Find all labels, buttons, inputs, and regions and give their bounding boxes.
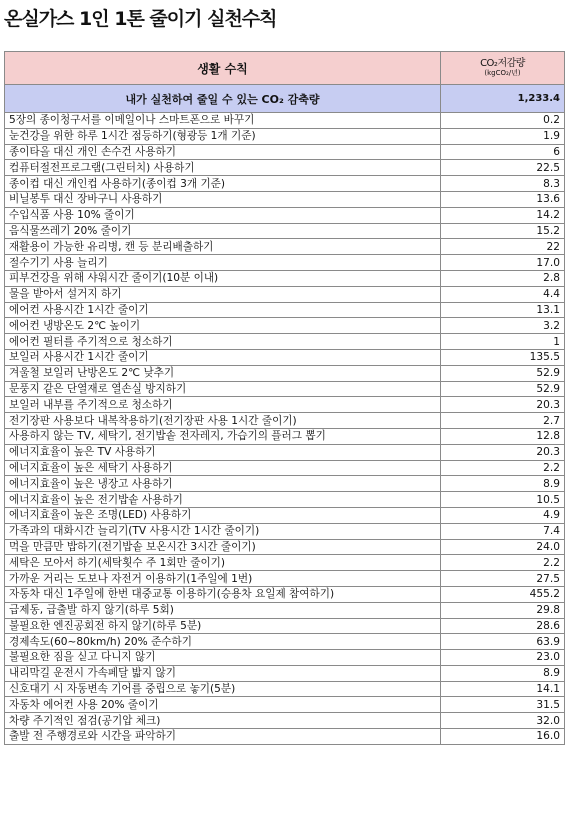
row-co2-value: 2.2 [441, 555, 565, 571]
table-row [5, 460, 565, 476]
row-co2-value: 28.6 [441, 618, 565, 634]
column-header-co2 [441, 52, 565, 85]
row-action: 피부건강을 위해 샤워시간 줄이기(10분 이내) [5, 270, 441, 286]
table-row [5, 665, 565, 681]
table-row [5, 365, 565, 381]
row-co2-value: 13.1 [441, 302, 565, 318]
table-row [5, 729, 565, 745]
row-action: 에어컨 사용시간 1시간 줄이기 [5, 302, 441, 318]
table-row [5, 444, 565, 460]
table-row [5, 602, 565, 618]
table-row [5, 713, 565, 729]
row-action: 물을 받아서 설거지 하기 [5, 286, 441, 302]
row-co2-value: 15.2 [441, 223, 565, 239]
row-action: 자동차 대신 1주일에 한번 대중교통 이용하기(승용차 요일제 참여하기) [5, 586, 441, 602]
table-row [5, 191, 565, 207]
row-co2-value: 4.9 [441, 507, 565, 523]
table-row [5, 555, 565, 571]
row-action: 문풍지 같은 단열재로 열손실 방지하기 [5, 381, 441, 397]
column-header-co2-label: CO₂저감량 [480, 58, 525, 70]
row-co2-value: 8.3 [441, 176, 565, 192]
row-action: 가족과의 대화시간 늘리기(TV 사용시간 1시간 줄이기) [5, 523, 441, 539]
row-co2-value: 32.0 [441, 713, 565, 729]
table-row [5, 255, 565, 271]
row-co2-value: 1.9 [441, 128, 565, 144]
row-co2-value: 455.2 [441, 586, 565, 602]
row-co2-value: 12.8 [441, 428, 565, 444]
total-row [5, 85, 565, 113]
row-co2-value: 17.0 [441, 255, 565, 271]
table-row [5, 270, 565, 286]
row-action: 에너지효율이 높은 냉장고 사용하기 [5, 476, 441, 492]
row-co2-value: 31.5 [441, 697, 565, 713]
row-co2-value: 22.5 [441, 160, 565, 176]
row-action: 보일러 내부를 주기적으로 청소하기 [5, 397, 441, 413]
row-co2-value: 14.1 [441, 681, 565, 697]
row-action: 먹을 만큼만 밥하기(전기밥솥 보온시간 3시간 줄이기) [5, 539, 441, 555]
row-action: 불필요한 엔진공회전 하지 않기(하루 5분) [5, 618, 441, 634]
row-action: 내리막길 운전시 가속페달 밟지 않기 [5, 665, 441, 681]
row-action: 출발 전 주행경로와 시간을 파악하기 [5, 729, 441, 745]
table-row [5, 318, 565, 334]
row-action: 비닐봉투 대신 장바구니 사용하기 [5, 191, 441, 207]
row-action: 에너지효율이 높은 전기밥솥 사용하기 [5, 492, 441, 508]
table-row [5, 571, 565, 587]
row-co2-value: 4.4 [441, 286, 565, 302]
table-row [5, 239, 565, 255]
row-action: 경제속도(60~80km/h) 20% 준수하기 [5, 634, 441, 650]
table-row [5, 476, 565, 492]
row-action: 에어컨 냉방온도 2℃ 높이기 [5, 318, 441, 334]
row-action: 겨울철 보일러 난방온도 2℃ 낮추기 [5, 365, 441, 381]
row-co2-value: 14.2 [441, 207, 565, 223]
row-co2-value: 16.0 [441, 729, 565, 745]
table-row [5, 428, 565, 444]
table-row [5, 176, 565, 192]
row-co2-value: 0.2 [441, 113, 565, 129]
row-action: 컴퓨터절전프로그램(그린터치) 사용하기 [5, 160, 441, 176]
row-co2-value: 24.0 [441, 539, 565, 555]
row-co2-value: 8.9 [441, 476, 565, 492]
table-row [5, 113, 565, 129]
table-row [5, 586, 565, 602]
row-co2-value: 7.4 [441, 523, 565, 539]
row-action: 눈건강을 위한 하루 1시간 점등하기(형광등 1개 기준) [5, 128, 441, 144]
row-action: 사용하지 않는 TV, 세탁기, 전기밥솥 전자레지, 가습기의 플러그 뽑기 [5, 428, 441, 444]
table-row [5, 413, 565, 429]
row-action: 전기장판 사용보다 내복착용하기(전기장판 사용 1시간 줄이기) [5, 413, 441, 429]
table-row [5, 507, 565, 523]
table-row [5, 618, 565, 634]
row-co2-value: 1 [441, 334, 565, 350]
table-row [5, 381, 565, 397]
table-row [5, 144, 565, 160]
row-co2-value: 2.2 [441, 460, 565, 476]
row-action: 신호대기 시 자동변속 기어를 중립으로 놓기(5분) [5, 681, 441, 697]
table-row [5, 349, 565, 365]
row-co2-value: 8.9 [441, 665, 565, 681]
row-co2-value: 29.8 [441, 602, 565, 618]
row-action: 에너지효율이 높은 조명(LED) 사용하기 [5, 507, 441, 523]
table-row [5, 634, 565, 650]
table-row [5, 539, 565, 555]
row-action: 에어컨 필터를 주기적으로 청소하기 [5, 334, 441, 350]
table-row [5, 207, 565, 223]
practice-table [4, 51, 565, 745]
column-header-action: 생활 수칙 [5, 52, 441, 85]
row-co2-value: 52.9 [441, 365, 565, 381]
row-co2-value: 2.8 [441, 270, 565, 286]
row-action: 종이타올 대신 개인 손수건 사용하기 [5, 144, 441, 160]
row-action: 가까운 거리는 도보나 자전거 이용하기(1주일에 1번) [5, 571, 441, 587]
row-co2-value: 63.9 [441, 634, 565, 650]
row-co2-value: 52.9 [441, 381, 565, 397]
row-co2-value: 20.3 [441, 444, 565, 460]
row-co2-value: 10.5 [441, 492, 565, 508]
page-title: 온실가스 1인 1톤 줄이기 실천수칙 [4, 8, 277, 30]
row-co2-value: 3.2 [441, 318, 565, 334]
row-action: 에너지효율이 높은 세탁기 사용하기 [5, 460, 441, 476]
row-co2-value: 13.6 [441, 191, 565, 207]
table-row [5, 160, 565, 176]
row-action: 보일러 사용시간 1시간 줄이기 [5, 349, 441, 365]
row-action: 세탁은 모아서 하기(세탁횟수 주 1회만 줄이기) [5, 555, 441, 571]
column-header-co2-unit: (kgCO₂/년) [484, 68, 521, 77]
row-action: 5장의 종이청구서를 이메일이나 스마트폰으로 바꾸기 [5, 113, 441, 129]
total-label: 내가 실천하여 줄일 수 있는 CO₂ 감축량 [5, 85, 441, 113]
table-row [5, 681, 565, 697]
row-co2-value: 27.5 [441, 571, 565, 587]
row-action: 종이컵 대신 개인컵 사용하기(종이컵 3개 기준) [5, 176, 441, 192]
row-co2-value: 23.0 [441, 650, 565, 666]
row-action: 재활용이 가능한 유리병, 캔 등 분리배출하기 [5, 239, 441, 255]
table-row [5, 492, 565, 508]
table-row [5, 286, 565, 302]
row-action: 불필요한 짐을 싣고 다니지 않기 [5, 650, 441, 666]
table-row [5, 334, 565, 350]
row-action: 절수기기 사용 늘리기 [5, 255, 441, 271]
row-co2-value: 20.3 [441, 397, 565, 413]
table-row [5, 302, 565, 318]
table-row [5, 128, 565, 144]
table-row [5, 650, 565, 666]
row-action: 급제동, 급출발 하지 않기(하루 5회) [5, 602, 441, 618]
row-action: 수입식품 사용 10% 줄이기 [5, 207, 441, 223]
row-co2-value: 2.7 [441, 413, 565, 429]
table-row [5, 223, 565, 239]
table-row [5, 523, 565, 539]
total-value: 1,233.4 [441, 85, 565, 113]
row-co2-value: 6 [441, 144, 565, 160]
table-row [5, 397, 565, 413]
row-co2-value: 135.5 [441, 349, 565, 365]
row-action: 자동차 에어컨 사용 20% 줄이기 [5, 697, 441, 713]
table-row [5, 697, 565, 713]
row-action: 에너지효율이 높은 TV 사용하기 [5, 444, 441, 460]
row-co2-value: 22 [441, 239, 565, 255]
row-action: 음식물쓰레기 20% 줄이기 [5, 223, 441, 239]
row-action: 차량 주기적인 점검(공기압 체크) [5, 713, 441, 729]
table-header-row [5, 52, 565, 85]
